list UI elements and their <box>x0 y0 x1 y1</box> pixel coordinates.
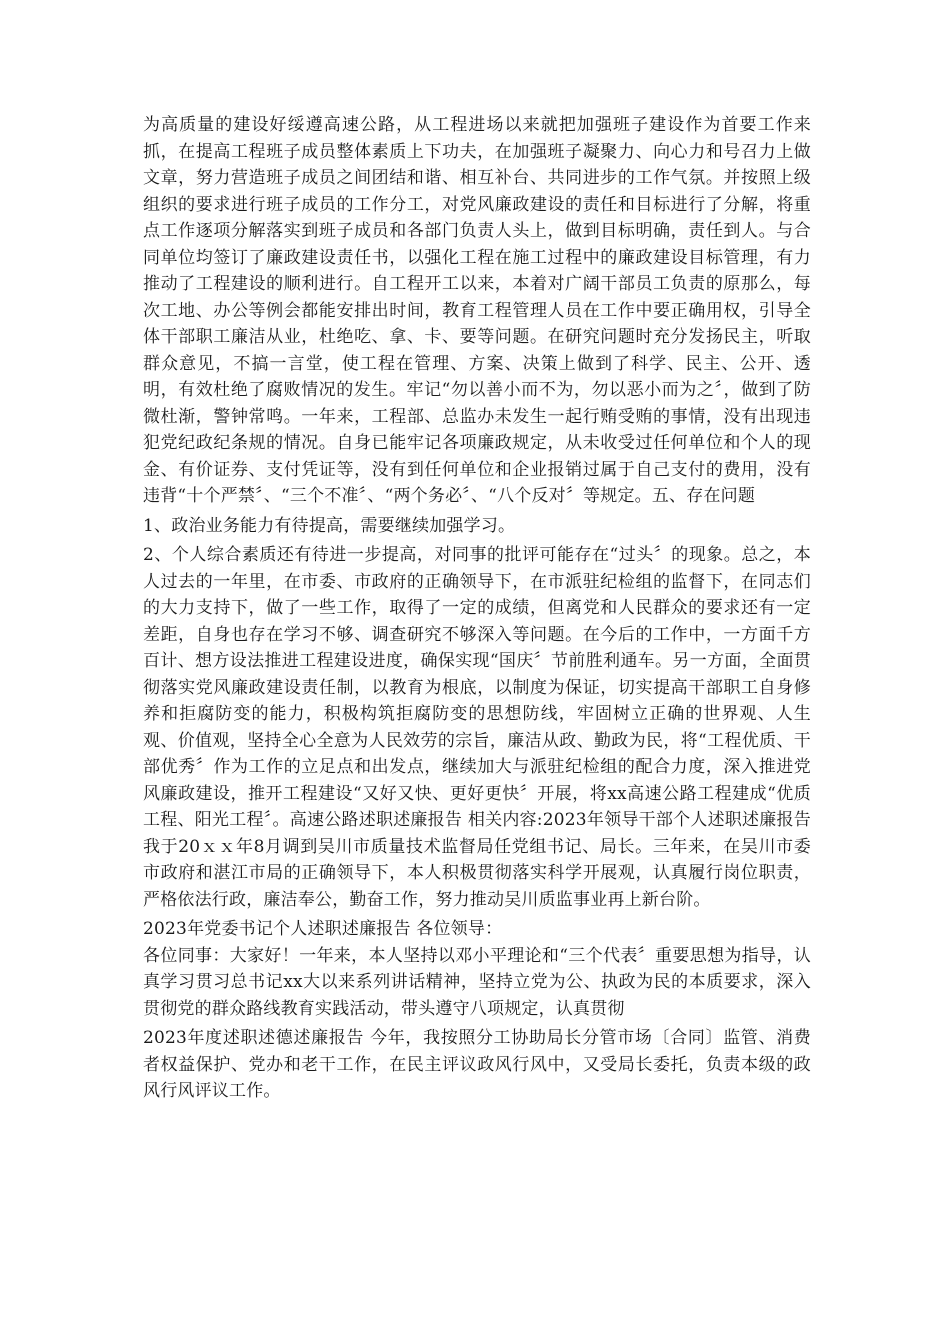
paragraph-problem-1: 1、政治业务能力有待提高，需要继续加强学习。 <box>143 515 516 536</box>
document-body <box>143 112 811 1105</box>
paragraph-annual-report: 2023年度述职述德述廉报告 今年，我按照分工协助局长分管市场〔合同〕监管、消费者权益保护、党办和老干工作，在民主评议政风行风中，又受局长委托，负责本级的政风行风评议工作。 <box>143 1028 811 1101</box>
paragraph-problem-2-summary: 2、个人综合素质还有待进一步提高，对同事的批评可能存在“过头〞的现象。总之，本人过去的一年里，在市委、市政府的正确领导下，在市派驻纪检组的监督下，在同志们的大力支持下，做了一些工作，取得了一定的成绩，但离党和人民群众的要求还有一定差距，自身也存在学习不够、调查研究不够深入等问题。在今后的工作中，一方面千方百计、想方设法推进工程建设进度，确保实现“国庆〞节前胜利通车。另一方面，全面贯彻落实党风廉政建设责任制，以教育为根底，以制度为保证，切实提高干部职工自身修养和拒腐防变的能力，积极构筑拒腐防变的思想防线，牢固树立正确的世界观、人生观、价值观，坚持全心全意为人民效劳的宗旨，廉洁从政、勤政为民，将“工程优质、干部优秀〞作为工作的立足点和出发点，继续加大与派驻纪检组的配合力度，深入推进党风廉政建设，推开工程建设“又好又快、更好更快〞开展，将xx高速公路工程建成“优质工程、阳光工程〞。高速公路述职述廉报告 相关内容:2023年领导干部个人述职述廉报告 我于20ｘｘ年8月调到吴川市质量技术监督局任党组书记、局长。三年来，在吴川市委市政府和湛江市局的正确领导下，本人积极贯彻落实科学开展观，认真履行岗位职责，严格依法行政，廉洁奉公，勤奋工作，努力推动吴川质监事业再上新台阶。 <box>143 545 811 910</box>
paragraph-secretary-report-heading: 2023年党委书记个人述职述廉报告 各位领导： <box>143 919 503 939</box>
paragraph-secretary-report-body: 各位同事：大家好！一年来，本人坚持以邓小平理论和“三个代表〞重要思想为指导，认真学习贯习总书记xx大以来系列讲话精神，坚持立党为公、执政为民的本质要求，深入贯彻党的群众路线教育实践活动，带头遵守八项规定，认真贯彻 <box>143 945 811 1019</box>
paragraph-party-building: 为高质量的建设好绥遵高速公路，从工程进场以来就把加强班子建设作为首要工作来抓，在提高工程班子成员整体素质上下功夫，在加强班子凝聚力、向心力和号召力上做文章，努力营造班子成员之间团结和谐、相互补台、共同进步的工作气氛。并按照上级组织的要求进行班子成员的工作分工，对党风廉政建设的责任和目标进行了分解，将重点工作逐项分解落实到班子成员和各部门负责人头上，做到目标明确，责任到人。与合同单位均签订了廉政建设责任书，以强化工程在施工过程中的廉政建设目标管理，有力推动了工程建设的顺利进行。自工程开工以来，本着对广阔干部员工负责的原那么，每次工地、办公等例会都能安排出时间，教育工程管理人员在工作中要正确用权，引导全体干部职工廉洁从业，杜绝吃、拿、卡、要等问题。在研究问题时充分发扬民主，听取群众意见，不搞一言堂，使工程在管理、方案、决策上做到了科学、民主、公开、透明，有效杜绝了腐败情况的发生。牢记“勿以善小而不为，勿以恶小而为之〞，做到了防微杜渐，警钟常鸣。一年来，工程部、总监办未发生一起行贿受贿的事情，没有出现违犯党纪政纪条规的情况。自身已能牢记各项廉政规定，从未收受过任何单位和个人的现金、有价证券、支付凭证等，没有到任何单位和企业报销过属于自己支付的费用，没有违背“十个严禁〞、“三个不准〞、“两个务必〞、“八个反对〞等规定。五、存在问题 <box>143 115 811 506</box>
